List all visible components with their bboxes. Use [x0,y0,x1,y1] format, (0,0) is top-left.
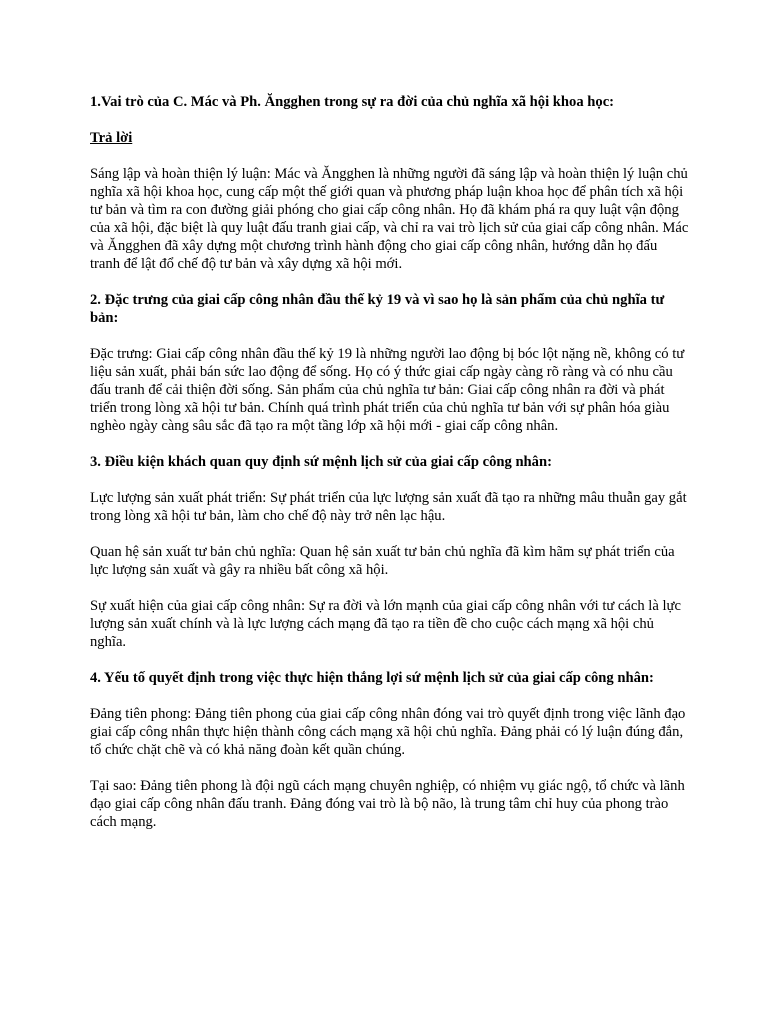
question-4-paragraph-2: Tại sao: Đảng tiên phong là đội ngũ cách mạng chuyên nghiệp, có nhiệm vụ giác ngộ, tổ chức và lãnh đạo giai cấp công nhân đấu tranh. Đảng đóng vai trò là bộ não, là trung tâm chỉ huy của phong trào cách mạng. [90,778,685,830]
question-3-paragraph-1: Lực lượng sản xuất phát triển: Sự phát triển của lực lượng sản xuất đã tạo ra những mâu thuẫn gay gắt trong lòng xã hội tư bản, làm cho chế độ này trở nên lạc hậu. [90,490,687,524]
question-4-paragraph-1: Đảng tiên phong: Đảng tiên phong của giai cấp công nhân đóng vai trò quyết định trong việc lãnh đạo giai cấp công nhân thực hiện thành công cách mạng xã hội chủ nghĩa. Đảng phải có lý luận đúng đắn, tổ chức chặt chẽ và có khả năng đoàn kết quần chúng. [90,706,686,758]
question-3-heading: 3. Điều kiện khách quan quy định sứ mệnh lịch sử của giai cấp công nhân: [90,454,552,470]
question-2-heading: 2. Đặc trưng của giai cấp công nhân đầu thế kỷ 19 và vì sao họ là sản phẩm của chủ nghĩa tư bản: [90,292,665,326]
document-page [90,93,690,849]
question-2-paragraph: Đặc trưng: Giai cấp công nhân đầu thế kỷ 19 là những người lao động bị bóc lột nặng nề, không có tư liệu sản xuất, phải bán sức lao động để sống. Họ có ý thức giai cấp ngày càng rõ ràng và có nhu cầu đấu tranh để cải thiện đời sống. Sản phẩm của chủ nghĩa tư bản: Giai cấp công nhân ra đời và phát triển trong lòng xã hội tư bản. Chính quá trình phát triển của chủ nghĩa tư bản với sự phân hóa giàu nghèo ngày càng sâu sắc đã tạo ra một tầng lớp xã hội mới - giai cấp công nhân. [90,346,685,434]
question-4-heading: 4. Yếu tố quyết định trong việc thực hiện thắng lợi sứ mệnh lịch sử của giai cấp công nhân: [90,670,654,686]
question-3-paragraph-2: Quan hệ sản xuất tư bản chủ nghĩa: Quan hệ sản xuất tư bản chủ nghĩa đã kìm hãm sự phát triển của lực lượng sản xuất và gây ra nhiều bất công xã hội. [90,544,675,578]
answer-label: Trả lời [90,130,133,146]
question-3-paragraph-3: Sự xuất hiện của giai cấp công nhân: Sự ra đời và lớn mạnh của giai cấp công nhân với tư cách là lực lượng sản xuất chính và là lực lượng cách mạng đã tạo ra tiền đề cho cuộc cách mạng xã hội chủ nghĩa. [90,598,681,650]
question-1-paragraph: Sáng lập và hoàn thiện lý luận: Mác và Ăngghen là những người đã sáng lập và hoàn thiện lý luận chủ nghĩa xã hội khoa học, cung cấp một thế giới quan và phương pháp luận khoa học để phân tích xã hội tư bản và tìm ra con đường giải phóng cho giai cấp công nhân. Họ đã khám phá ra quy luật vận động của xã hội, đặc biệt là quy luật đấu tranh giai cấp, và chỉ ra vai trò lịch sử của giai cấp công nhân. Mác và Ăngghen đã xây dựng một chương trình hành động cho giai cấp công nhân, hướng dẫn họ đấu tranh để lật đổ chế độ tư bản và xây dựng xã hội mới. [90,166,689,272]
question-1-heading: 1.Vai trò của C. Mác và Ph. Ăngghen trong sự ra đời của chủ nghĩa xã hội khoa học: [90,94,615,110]
